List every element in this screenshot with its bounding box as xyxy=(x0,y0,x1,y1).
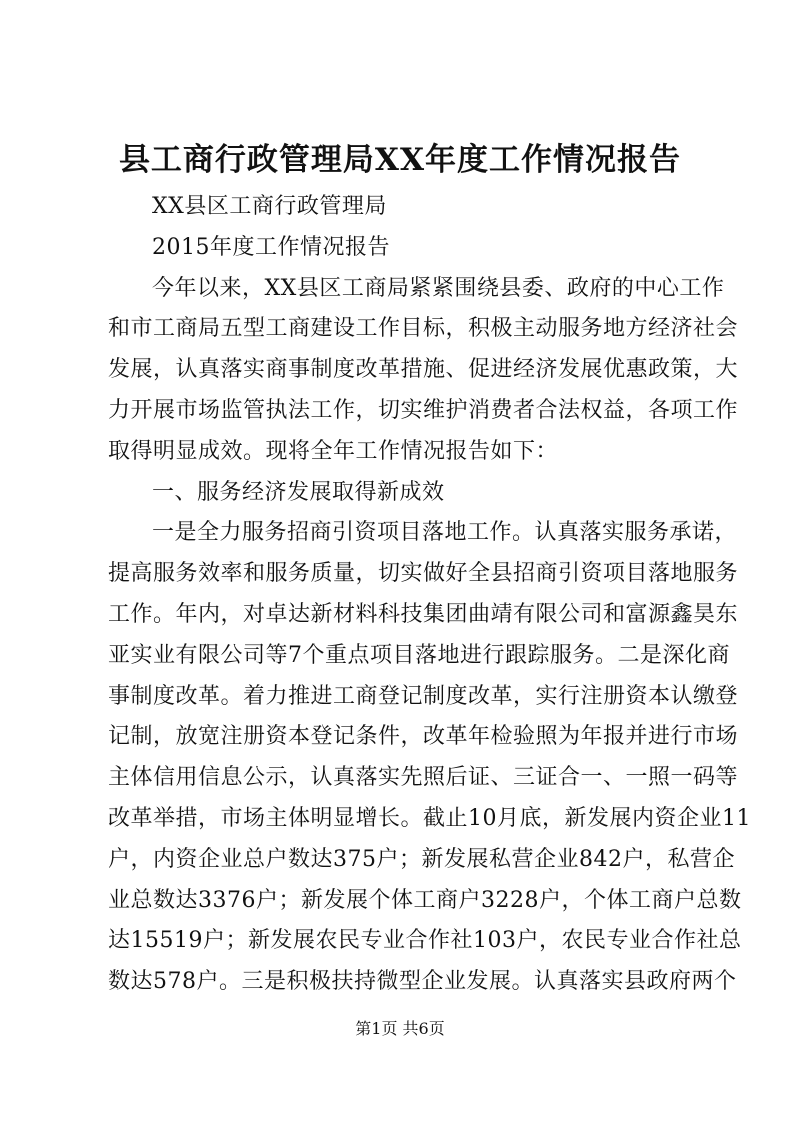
paragraph-line: 一是全力服务招商引资项目落地工作。认真落实服务承诺， xyxy=(152,520,738,546)
paragraph-line: 提高服务效率和服务质量，切实做好全县招商引资项目落地服务 xyxy=(108,561,739,587)
paragraph-line: 事制度改革。着力推进工商登记制度改革，实行注册资本认缴登 xyxy=(108,683,739,709)
paragraph-line: 力开展市场监管执法工作，切实维护消费者合法权益，各项工作 xyxy=(108,397,739,423)
paragraph-line: 记制，放宽注册资本登记条件，改革年检验照为年报并进行市场 xyxy=(108,724,739,750)
paragraph-line: 亚实业有限公司等7个重点项目落地进行跟踪服务。二是深化商 xyxy=(108,642,730,668)
paragraph-line: 改革举措，市场主体明显增长。截止10月底，新发展内资企业11 xyxy=(108,805,751,831)
paragraph-line: 户，内资企业总户数达375户；新发展私营企业842户，私营企 xyxy=(108,846,735,872)
paragraph-line: 和市工商局五型工商建设工作目标，积极主动服务地方经济社会 xyxy=(108,316,739,342)
page-number-footer: 第1页 共6页 xyxy=(355,1019,445,1038)
paragraph-line: 发展，认真落实商事制度改革措施、促进经济发展优惠政策，大 xyxy=(108,357,739,383)
paragraph-line: 工作。年内，对卓达新材料科技集团曲靖有限公司和富源鑫昊东 xyxy=(108,601,739,627)
document-title: 县工商行政管理局XX年度工作情况报告 xyxy=(118,142,682,178)
paragraph-line: 今年以来，XX县区工商局紧紧围绕县委、政府的中心工作 xyxy=(152,275,725,301)
org-name-line: XX县区工商行政管理局 xyxy=(152,194,387,219)
document-body xyxy=(108,187,751,1003)
paragraph-line: 达15519户；新发展农民专业合作社103户，农民专业合作社总 xyxy=(108,928,742,954)
paragraph-line: 数达578户。三是积极扶持微型企业发展。认真落实县政府两个 xyxy=(108,969,737,995)
paragraph-line: 主体信用信息公示，认真落实先照后证、三证合一、一照一码等 xyxy=(108,765,739,791)
section-heading: 一、服务经济发展取得新成效 xyxy=(152,479,445,505)
report-subtitle-line: 2015年度工作情况报告 xyxy=(152,234,390,260)
paragraph-line: 取得明显成效。现将全年工作情况报告如下： xyxy=(108,438,559,464)
paragraph-line: 业总数达3376户；新发展个体工商户3228户，个体工商户总数 xyxy=(108,887,742,913)
